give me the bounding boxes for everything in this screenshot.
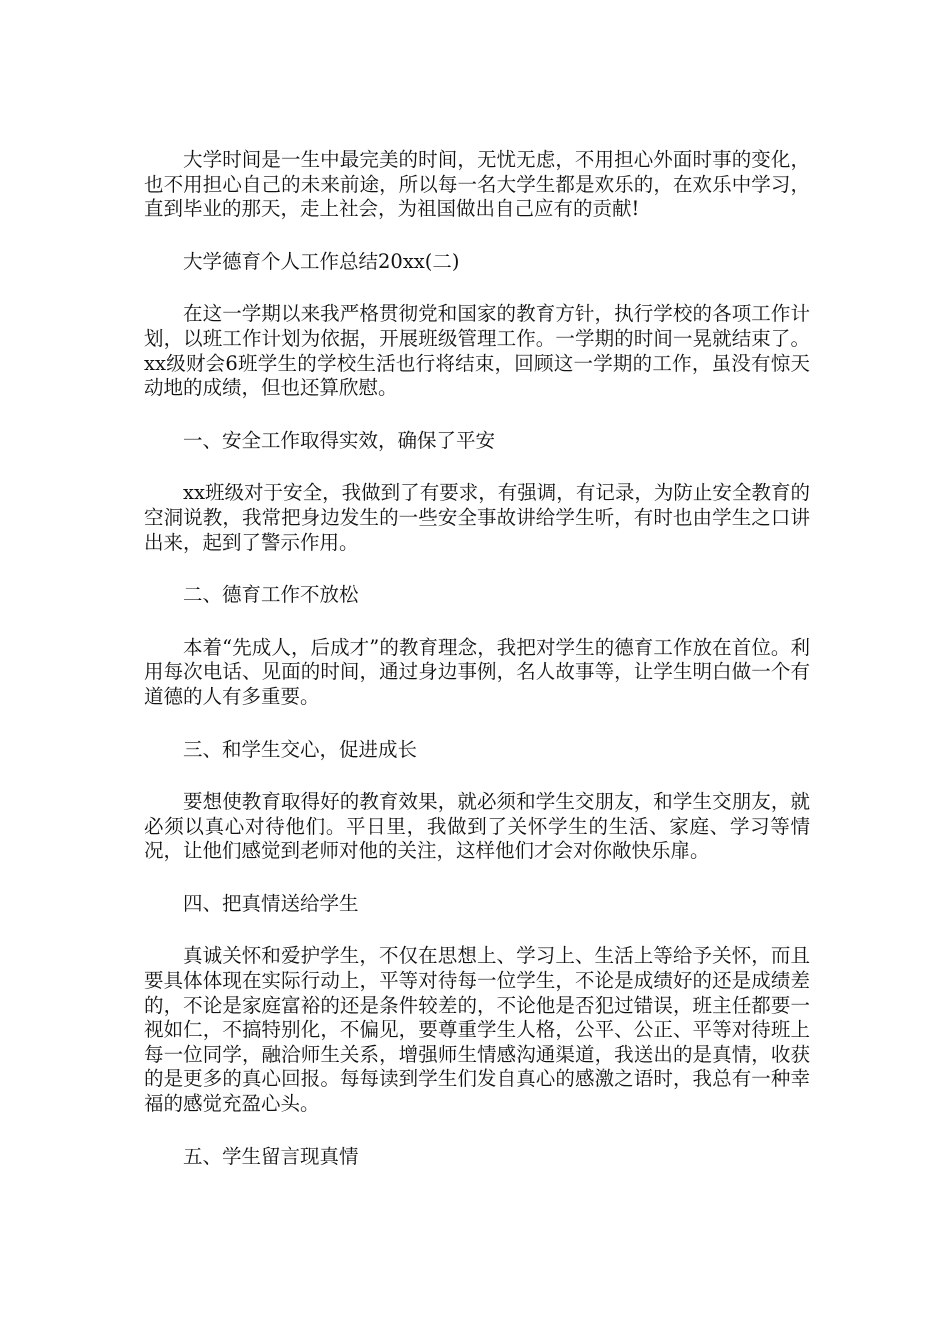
heading-student-messages: 五、学生留言现真情 — [183, 1144, 359, 1168]
paragraph-safety: xx班级对于安全，我做到了有要求，有强调，有记录，为防止安全教育的空洞说教，我常把身边发生的一些安全事故讲给学生听，有时也由学生之口讲出来，起到了警示作用。 — [144, 481, 810, 554]
heading-sincerity: 四、把真情送给学生 — [183, 891, 359, 915]
section-title: 大学德育个人工作总结20xx(二) — [183, 249, 460, 273]
paragraph-sincerity: 真诚关怀和爱护学生，不仅在思想上、学习上、生活上等给予关怀，而且要具体体现在实际行动上，平等对待每一位学生，不论是成绩好的还是成绩差的，不论是家庭富裕的还是条件较差的，不论他是否犯过错误，班主任都要一视如仁，不搞特别化，不偏见，要尊重学生人格，公平、公正、平等对待班上每一位同学，融洽师生关系，增强师生情感沟通渠道，我送出的是真情，收获的是更多的真心回报。每每读到学生们发自真心的感激之语时，我总有一种幸福的感觉充盈心头。 — [144, 944, 810, 1116]
heading-safety: 一、安全工作取得实效，确保了平安 — [183, 428, 496, 452]
document-body — [144, 148, 810, 1197]
heading-moral-education: 二、德育工作不放松 — [183, 583, 359, 607]
paragraph-intro: 大学时间是一生中最完美的时间，无忧无虑，不用担心外面时事的变化，也不用担心自己的未来前途，所以每一名大学生都是欢乐的，在欢乐中学习，直到毕业的那天，走上社会，为祖国做出自己应有的贡献! — [144, 148, 810, 221]
paragraph-heart-to-heart: 要想使教育取得好的教育效果，就必须和学生交朋友，和学生交朋友，就必须以真心对待他们。平日里，我做到了关怀学生的生活、家庭、学习等情况，让他们感觉到老师对他的关注，这样他们才会对你敞快乐扉。 — [144, 790, 810, 863]
paragraph-moral-education: 本着“先成人，后成才”的教育理念，我把对学生的德育工作放在首位。利用每次电话、见面的时间，通过身边事例，名人故事等，让学生明白做一个有道德的人有多重要。 — [144, 635, 810, 708]
paragraph-overview: 在这一学期以来我严格贯彻党和国家的教育方针，执行学校的各项工作计划，以班工作计划为依据，开展班级管理工作。一学期的时间一晃就结束了。xx级财会6班学生的学校生活也行将结束，回顾这一学期的工作，虽没有惊天动地的成绩，但也还算欣慰。 — [144, 302, 810, 400]
heading-heart-to-heart: 三、和学生交心，促进成长 — [183, 737, 418, 761]
